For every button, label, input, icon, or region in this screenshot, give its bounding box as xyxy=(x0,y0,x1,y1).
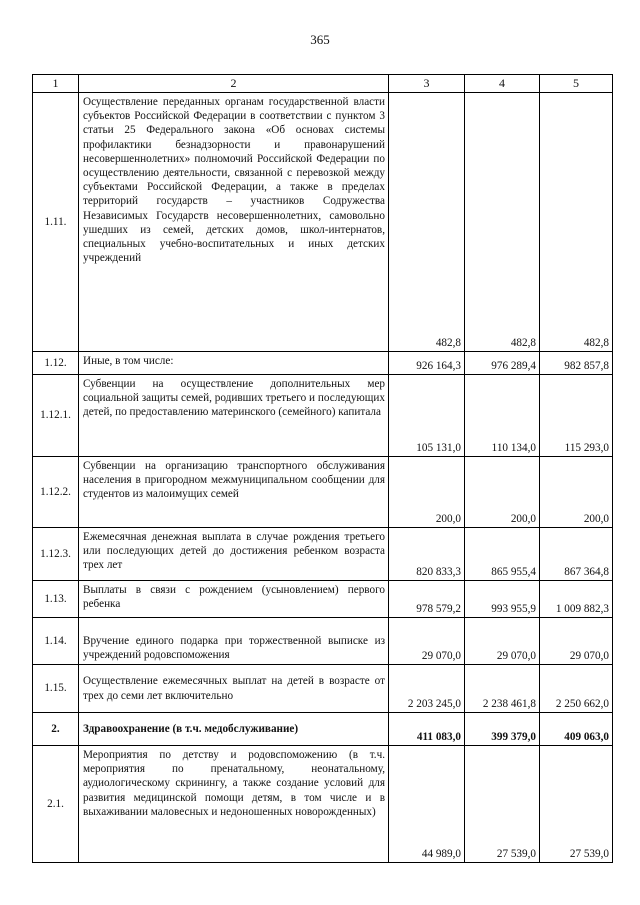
row-number: 1.13. xyxy=(33,581,79,618)
row-number: 1.12.1. xyxy=(33,375,79,457)
row-number: 2.1. xyxy=(33,746,79,863)
value-col3: 482,8 xyxy=(389,93,465,352)
table-row xyxy=(33,375,613,457)
header-cell: 2 xyxy=(79,75,389,93)
value-col3: 29 070,0 xyxy=(389,618,465,665)
value-col4: 976 289,4 xyxy=(465,352,540,375)
value-col4: 399 379,0 xyxy=(465,713,540,746)
table-row xyxy=(33,457,613,528)
row-description: Выплаты в связи с рождением (усыновлением) первого ребенка xyxy=(79,581,389,618)
row-number: 1.14. xyxy=(33,618,79,665)
table-row xyxy=(33,665,613,713)
value-col5: 482,8 xyxy=(540,93,613,352)
row-number: 1.12.2. xyxy=(33,457,79,528)
value-col4: 865 955,4 xyxy=(465,528,540,581)
value-col5: 1 009 882,3 xyxy=(540,581,613,618)
row-number: 1.11. xyxy=(33,93,79,352)
header-row xyxy=(33,75,613,93)
table-row xyxy=(33,528,613,581)
value-col5: 409 063,0 xyxy=(540,713,613,746)
value-col4: 110 134,0 xyxy=(465,375,540,457)
row-description: Осуществление ежемесячных выплат на детей в возрасте от трех до семи лет включительно xyxy=(79,665,389,713)
value-col4: 29 070,0 xyxy=(465,618,540,665)
value-col3: 820 833,3 xyxy=(389,528,465,581)
row-description: Субвенции на осуществление дополнительных мер социальной защиты семей, родивших третьего и последующих детей, по предоставлению материнского (семейного) капитала xyxy=(79,375,389,457)
table-row xyxy=(33,93,613,352)
table-row xyxy=(33,581,613,618)
table-row xyxy=(33,713,613,746)
value-col5: 2 250 662,0 xyxy=(540,665,613,713)
row-number: 1.12. xyxy=(33,352,79,375)
header-cell: 5 xyxy=(540,75,613,93)
row-number: 1.15. xyxy=(33,665,79,713)
value-col5: 115 293,0 xyxy=(540,375,613,457)
row-description: Субвенции на организацию транспортного обслуживания населения в пригородном межмуниципальном сообщении для студентов из малоимущих семей xyxy=(79,457,389,528)
value-col5: 200,0 xyxy=(540,457,613,528)
row-number: 1.12.3. xyxy=(33,528,79,581)
row-number: 2. xyxy=(33,713,79,746)
value-col5: 982 857,8 xyxy=(540,352,613,375)
value-col3: 978 579,2 xyxy=(389,581,465,618)
value-col4: 200,0 xyxy=(465,457,540,528)
value-col3: 2 203 245,0 xyxy=(389,665,465,713)
budget-table xyxy=(32,74,613,863)
value-col3: 926 164,3 xyxy=(389,352,465,375)
value-col3: 411 083,0 xyxy=(389,713,465,746)
value-col4: 27 539,0 xyxy=(465,746,540,863)
value-col3: 200,0 xyxy=(389,457,465,528)
value-col3: 105 131,0 xyxy=(389,375,465,457)
header-cell: 4 xyxy=(465,75,540,93)
value-col4: 482,8 xyxy=(465,93,540,352)
header-cell: 1 xyxy=(33,75,79,93)
value-col3: 44 989,0 xyxy=(389,746,465,863)
row-description: Осуществление переданных органам государственной власти субъектов Российской Федерации в соответствии с пунктом 3 статьи 25 Федерального закона «Об основах системы профилактики безнадзорности и правонарушений несовершеннолетних» полномочий Российской Федерации по осуществлению деятельности, связанной с перевозкой между субъектами Российской Федерации, а также в пределах территорий государств – участников Содружества Независимых Государств несовершеннолетних, самовольно ушедших из семей, детских домов, школ-интернатов, специальных учебно-воспитательных и иных детских учреждений xyxy=(79,93,389,352)
row-description: Вручение единого подарка при торжественной выписке из учреждений родовспоможения xyxy=(79,618,389,665)
value-col5: 867 364,8 xyxy=(540,528,613,581)
table-row xyxy=(33,618,613,665)
value-col4: 2 238 461,8 xyxy=(465,665,540,713)
row-description: Мероприятия по детству и родовспоможению (в т.ч. мероприятия по пренатальному, неонатальному, аудиологическому скринингу, а также создание условий для развития медицинской помощи детям, в том числе и в выхаживании маловесных и недоношенных новорожденных) xyxy=(79,746,389,863)
row-description: Здравоохранение (в т.ч. медобслуживание) xyxy=(79,713,389,746)
header-cell: 3 xyxy=(389,75,465,93)
table-row xyxy=(33,746,613,863)
table-row xyxy=(33,352,613,375)
value-col5: 27 539,0 xyxy=(540,746,613,863)
page-number: 365 xyxy=(310,32,330,47)
value-col5: 29 070,0 xyxy=(540,618,613,665)
row-description: Иные, в том числе: xyxy=(79,352,389,375)
value-col4: 993 955,9 xyxy=(465,581,540,618)
row-description: Ежемесячная денежная выплата в случае рождения третьего или последующих детей до достижения ребенком возраста трех лет xyxy=(79,528,389,581)
